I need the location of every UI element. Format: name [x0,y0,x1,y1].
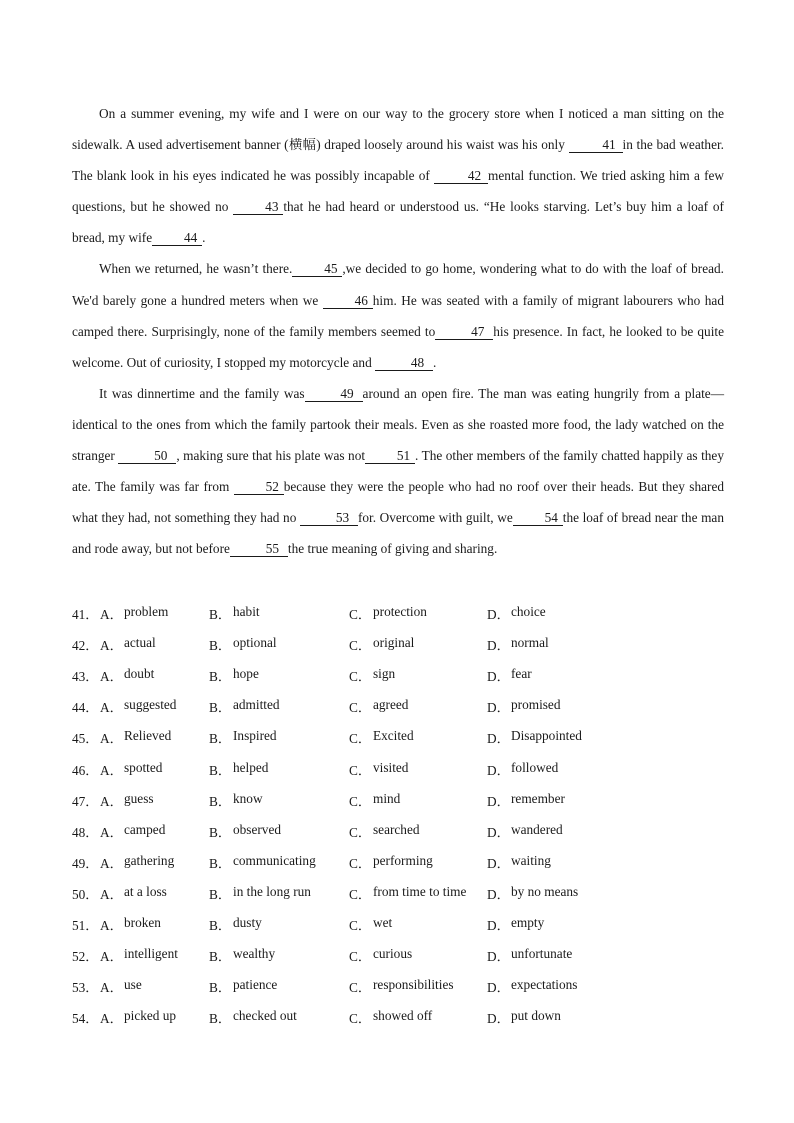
option-b [209,760,349,779]
option-letter: C． [349,669,372,685]
question-row [72,971,732,1002]
option-text: doubt [124,666,155,682]
question-row [72,629,732,660]
option-letter: B． [209,638,232,654]
question-row [72,722,732,753]
blank-50: 50 [118,448,176,464]
question-number: 51． [72,917,99,933]
option-text: communicating [233,852,316,868]
passage-text: in the bad weather. The blank look in his eyes indicated he was possibly incapable of [72,137,724,184]
option-text: optional [233,635,277,651]
option-text: know [233,790,263,806]
option-letter: B． [209,607,232,623]
paragraph-1 [72,98,724,253]
option-text: followed [511,759,559,775]
blank-45: 45 [292,261,342,277]
option-a [100,697,209,716]
option-d [487,760,607,779]
option-text: in the long run [233,883,311,899]
option-letter: A． [100,980,123,996]
option-letter: C． [349,1011,372,1027]
option-text: original [373,635,415,651]
option-letter: A． [100,700,123,716]
option-text: guess [124,790,154,806]
option-d [487,853,607,872]
option-letter: C． [349,762,372,778]
option-a [100,822,209,841]
option-text: by no means [511,883,579,899]
option-text: use [124,977,142,993]
option-a [100,853,209,872]
option-text: searched [373,821,420,837]
option-d [487,728,607,747]
option-letter: A． [100,886,123,902]
option-letter: D． [487,886,510,902]
question-number: 41． [72,607,99,623]
option-letter: B． [209,824,232,840]
option-c [349,666,487,685]
option-letter: B． [209,917,232,933]
option-d [487,884,607,903]
option-text: Excited [373,728,414,744]
option-text: actual [124,635,156,651]
option-text: camped [124,821,166,837]
option-c [349,760,487,779]
option-letter: D． [487,980,510,996]
option-text: suggested [124,697,177,713]
passage-text: ,we decided to go home, wondering what to do with the loaf of bread. We'd barely gone a hundred meters when we [72,261,724,308]
option-text: admitted [233,697,280,713]
option-text: wealthy [233,946,276,962]
option-text: waiting [511,852,551,868]
question-number: 42． [72,638,99,654]
option-a [100,915,209,934]
option-letter: B． [209,1011,232,1027]
option-letter: B． [209,731,232,747]
passage-text: the true meaning of giving and sharing. [287,541,498,557]
blank-48: 48 [375,355,433,371]
option-letter: C． [349,607,372,623]
question-row [72,660,732,691]
option-text: patience [233,977,278,993]
option-d [487,666,607,685]
option-text: gathering [124,852,175,868]
option-text: spotted [124,759,163,775]
option-letter: B． [209,949,232,965]
option-text: agreed [373,697,409,713]
passage-text: On a summer evening, my wife and I were on our way to the grocery store when I noticed a man sitting on the sidewalk. A used advertisement banner (横幅) draped loosely around his waist was his only [72,106,724,153]
option-b [209,853,349,872]
question-row [72,691,732,722]
passage-text: , making sure that his plate was not [176,448,366,464]
option-letter: C． [349,731,372,747]
option-text: helped [233,759,269,775]
passage-text: around an open fire. The man was eating hungrily from a plate—identical to the ones from which the family partook their meals. Even as she roasted more food, the lady watched on the stranger [72,385,724,464]
option-letter: A． [100,1011,123,1027]
option-letter: D． [487,855,510,871]
question-number: 44． [72,700,99,716]
blank-46: 46 [323,293,373,309]
option-text: Inspired [233,728,277,744]
option-text: hope [233,666,259,682]
option-letter: B． [209,762,232,778]
option-c [349,946,487,965]
option-b [209,791,349,810]
option-text: wandered [511,821,563,837]
option-a [100,728,209,747]
option-letter: B． [209,669,232,685]
option-text: choice [511,604,546,620]
option-c [349,884,487,903]
option-text: problem [124,604,169,620]
option-letter: C． [349,638,372,654]
option-text: broken [124,914,161,930]
option-letter: A． [100,607,123,623]
blank-54: 54 [513,510,563,526]
blank-51: 51 [365,448,415,464]
passage-text: When we returned, he wasn’t there. [99,261,293,277]
option-d [487,635,607,654]
passage-text: . [202,230,206,246]
option-b [209,666,349,685]
blank-55: 55 [230,541,288,557]
question-row [72,753,732,784]
option-text: empty [511,914,545,930]
passage-text: . The other members of the family chatted happily as they ate. The family was far from [72,448,724,495]
question-row [72,785,732,816]
option-letter: B． [209,700,232,716]
answer-options-list [72,598,732,1033]
option-letter: D． [487,1011,510,1027]
question-row [72,940,732,971]
blank-49: 49 [305,386,363,402]
option-letter: A． [100,638,123,654]
option-letter: A． [100,762,123,778]
passage-text: mental function. We tried asking him a few questions, but he showed no [72,168,725,215]
option-a [100,884,209,903]
option-text: Disappointed [511,728,582,744]
option-text: dusty [233,914,262,930]
option-text: picked up [124,1008,177,1024]
passage-text: the loaf of bread near the man and rode away, but not before [72,510,724,557]
option-a [100,1008,209,1027]
option-text: observed [233,821,281,837]
option-d [487,977,607,996]
option-letter: D． [487,824,510,840]
option-letter: B． [209,793,232,809]
option-letter: A． [100,949,123,965]
option-text: visited [373,759,409,775]
question-number: 52． [72,949,99,965]
question-number: 47． [72,793,99,809]
option-letter: C． [349,855,372,871]
option-letter: D． [487,638,510,654]
option-text: normal [511,635,549,651]
option-letter: A． [100,824,123,840]
option-text: showed off [373,1008,433,1024]
option-d [487,946,607,965]
option-a [100,666,209,685]
option-text: put down [511,1008,561,1024]
paragraph-2 [72,253,724,377]
passage-text: that he had heard or understood us. “He looks starving. Let’s buy him a loaf of bread, my wife [72,199,724,246]
option-text: responsibilities [373,977,454,993]
option-b [209,697,349,716]
option-c [349,604,487,623]
question-number: 46． [72,762,99,778]
option-b [209,635,349,654]
question-row [72,598,732,629]
blank-52: 52 [234,479,284,495]
option-text: wet [373,914,393,930]
option-b [209,977,349,996]
option-letter: C． [349,980,372,996]
blank-42: 42 [434,168,488,184]
blank-44: 44 [152,230,202,246]
option-d [487,697,607,716]
option-c [349,791,487,810]
option-text: intelligent [124,946,178,962]
question-row [72,909,732,940]
option-c [349,853,487,872]
option-b [209,728,349,747]
option-a [100,604,209,623]
option-a [100,791,209,810]
option-a [100,635,209,654]
paragraph-3 [72,378,724,565]
option-letter: D． [487,607,510,623]
option-text: from time to time [373,883,467,899]
blank-47: 47 [435,324,493,340]
option-d [487,604,607,623]
option-b [209,946,349,965]
option-text: fear [511,666,532,682]
option-letter: C． [349,793,372,809]
option-c [349,728,487,747]
option-text: habit [233,604,260,620]
option-letter: D． [487,731,510,747]
option-letter: A． [100,917,123,933]
option-letter: A． [100,793,123,809]
passage-text: his presence. In fact, he looked to be quite welcome. Out of curiosity, I stopped my motorcycle and [72,323,724,370]
option-b [209,604,349,623]
option-d [487,822,607,841]
option-d [487,1008,607,1027]
option-c [349,1008,487,1027]
option-text: curious [373,946,413,962]
option-letter: C． [349,886,372,902]
option-d [487,915,607,934]
option-c [349,635,487,654]
option-b [209,884,349,903]
option-letter: D． [487,949,510,965]
option-text: Relieved [124,728,172,744]
option-c [349,977,487,996]
passage-text: because they were the people who had no roof over their heads. But they shared what they had, not something they had no [72,479,724,526]
option-text: checked out [233,1008,297,1024]
option-letter: B． [209,855,232,871]
blank-43: 43 [233,199,283,215]
option-text: remember [511,790,565,806]
option-letter: C． [349,949,372,965]
option-text: promised [511,697,561,713]
cloze-passage [72,98,724,564]
question-row [72,878,732,909]
option-a [100,946,209,965]
option-c [349,697,487,716]
option-c [349,915,487,934]
option-letter: C． [349,700,372,716]
option-text: protection [373,604,427,620]
option-letter: D． [487,793,510,809]
option-letter: C． [349,917,372,933]
option-letter: C． [349,824,372,840]
option-letter: A． [100,855,123,871]
passage-text: It was dinnertime and the family was [99,385,305,401]
option-letter: A． [100,669,123,685]
question-number: 48． [72,824,99,840]
option-text: sign [373,666,396,682]
option-b [209,915,349,934]
option-text: at a loss [124,883,167,899]
question-row [72,816,732,847]
option-c [349,822,487,841]
option-b [209,1008,349,1027]
question-number: 49． [72,855,99,871]
option-d [487,791,607,810]
option-letter: B． [209,886,232,902]
option-letter: D． [487,669,510,685]
option-letter: D． [487,762,510,778]
blank-41: 41 [569,137,623,153]
passage-text: him. He was seated with a family of migrant labourers who had camped there. Surprisingly, none of the family members seemed to [72,292,724,339]
option-text: unfortunate [511,946,573,962]
blank-53: 53 [300,510,358,526]
option-text: expectations [511,977,578,993]
option-letter: B． [209,980,232,996]
option-letter: A． [100,731,123,747]
option-b [209,822,349,841]
option-text: performing [373,852,433,868]
question-number: 43． [72,669,99,685]
passage-text: for. Overcome with guilt, we [357,510,513,526]
passage-text: . [433,354,437,370]
option-letter: D． [487,700,510,716]
question-row [72,1002,732,1033]
option-text: mind [373,790,401,806]
question-number: 54． [72,1011,99,1027]
question-number: 45． [72,731,99,747]
question-row [72,847,732,878]
option-letter: D． [487,917,510,933]
question-number: 50． [72,886,99,902]
question-number: 53． [72,980,99,996]
option-a [100,760,209,779]
option-a [100,977,209,996]
